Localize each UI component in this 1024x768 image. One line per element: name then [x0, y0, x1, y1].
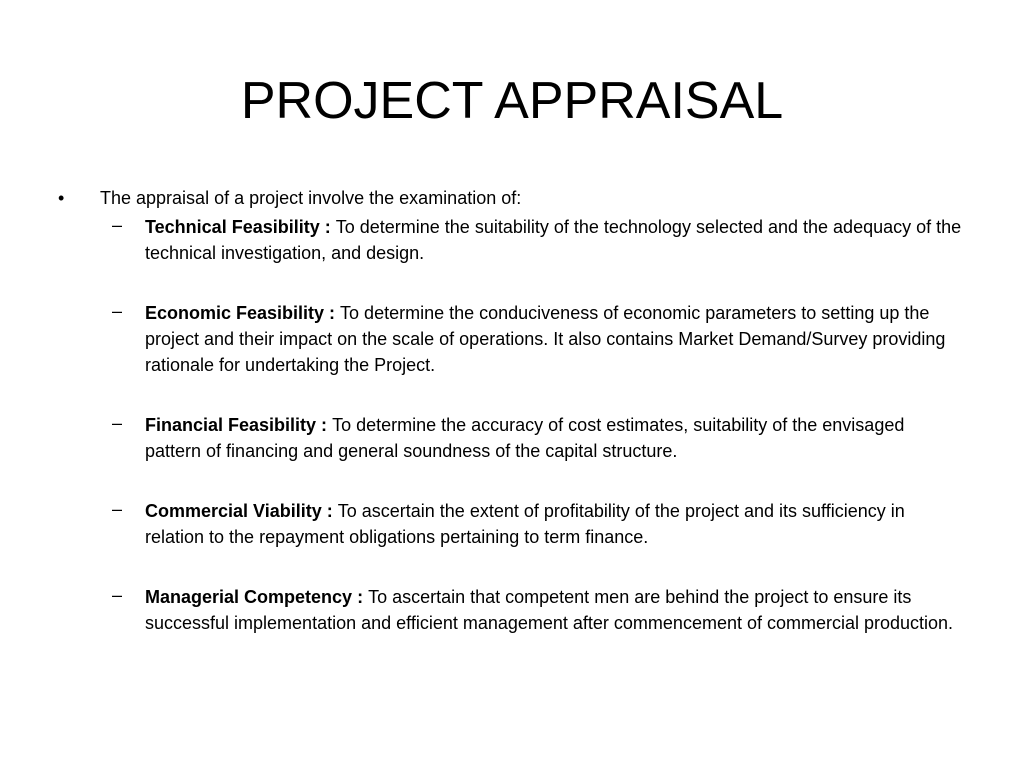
dash-marker: –	[112, 301, 123, 321]
sub-bullet-technical-feasibility	[112, 214, 962, 266]
sub-bullet-managerial-competency	[112, 584, 962, 636]
sub-bullet-text: To determine the suitability of the technology selected and the adequacy of the technical investigation, and design.	[145, 217, 962, 263]
dash-marker: –	[112, 413, 123, 433]
sub-bullet-term: Economic Feasibility :	[145, 303, 341, 323]
sub-bullet-text: To determine the conduciveness of economic parameters to setting up the project and their impact on the scale of operations. It also contains Market Demand/Survey providing rationale for undertaking the Project.	[145, 303, 946, 375]
sub-bullet-list	[112, 214, 962, 670]
bullet-marker: •	[58, 188, 65, 208]
sub-bullet-text: To determine the accuracy of cost estimates, suitability of the envisaged pattern of financing and general soundness of the capital structure.	[145, 415, 905, 461]
sub-bullet-term: Financial Feasibility :	[145, 415, 333, 435]
slide-title: PROJECT APPRAISAL	[240, 72, 784, 130]
dash-marker: –	[112, 499, 123, 519]
sub-bullet-text: To ascertain the extent of profitability of the project and its sufficiency in relation to the repayment obligations pertaining to term finance.	[145, 501, 905, 547]
sub-bullet-term: Commercial Viability :	[145, 501, 338, 521]
bullet-text: The appraisal of a project involve the examination of:	[100, 188, 522, 208]
sub-bullet-term: Managerial Competency :	[145, 587, 369, 607]
sub-bullet-commercial-viability	[112, 498, 962, 550]
sub-bullet-term: Technical Feasibility :	[145, 217, 336, 237]
dash-marker: –	[112, 215, 123, 235]
sub-bullet-text: To ascertain that competent men are behind the project to ensure its successful implementation and efficient management after commencement of commercial production.	[145, 587, 954, 633]
sub-bullet-financial-feasibility	[112, 412, 962, 464]
sub-bullet-economic-feasibility	[112, 300, 962, 378]
dash-marker: –	[112, 585, 123, 605]
